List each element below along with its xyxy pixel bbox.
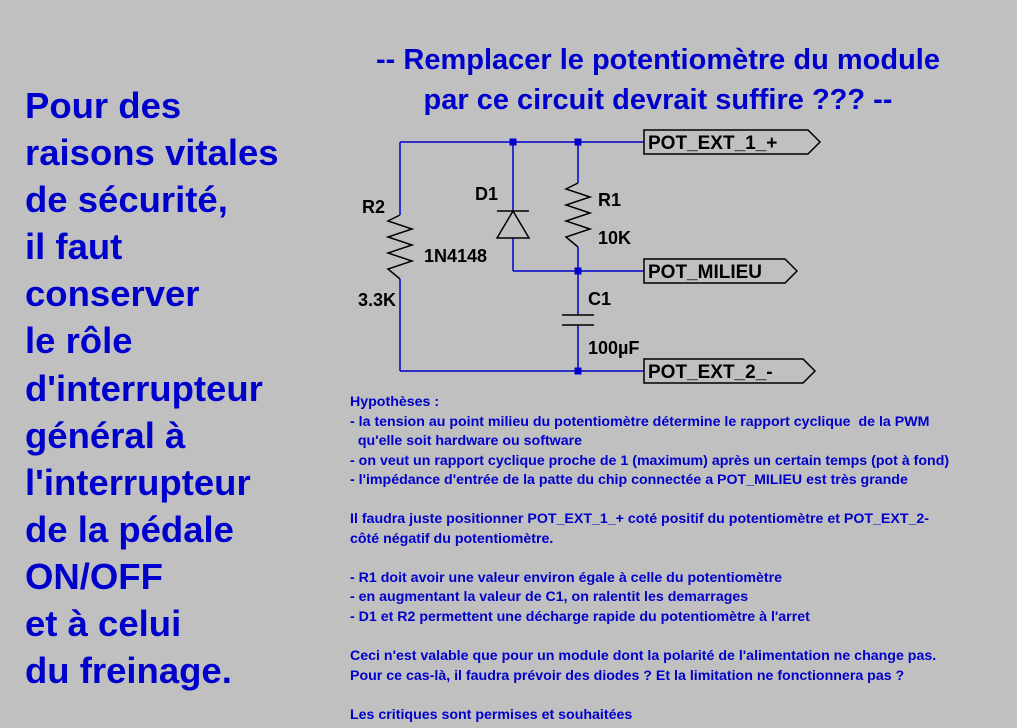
junctions	[510, 139, 582, 375]
notes-line: Pour ce cas-là, il faudra prévoir des diodes ? Et la limitation ne fonctionnera pas ?	[350, 667, 905, 684]
schematic-title-line-2: par ce circuit devrait suffire ??? --	[423, 84, 893, 116]
left-note-line: du freinage.	[25, 650, 232, 692]
r1-value-label: 10K	[598, 228, 632, 248]
left-note-line: de sécurité,	[25, 179, 228, 221]
c1-ref-label: C1	[588, 289, 612, 309]
d1-value-label: 1N4148	[424, 246, 488, 266]
junction-dot	[575, 139, 582, 146]
notes-line	[350, 628, 1015, 648]
notes-line: - l'impédance d'entrée de la patte du chip connectée a POT_MILIEU est très grande	[350, 472, 908, 489]
notes-line: - on veut un rapport cyclique proche de 1 (maximum) après un certain temps (pot à fond)	[350, 452, 950, 469]
notes-line: Hypothèses :	[350, 394, 440, 410]
c1-value-label: 100µF	[588, 338, 640, 358]
notes-line: - en augmentant la valeur de C1, on ralentit les demarrages	[350, 589, 749, 606]
notes-line: côté négatif du potentiomètre.	[350, 530, 554, 547]
r2-value-label: 3.3K	[358, 290, 397, 310]
resistor-r2-symbol	[388, 215, 412, 279]
left-note-line: l'interrupteur	[25, 461, 251, 503]
left-note-line: le rôle	[25, 320, 133, 362]
left-note-line: d'interrupteur	[25, 367, 263, 409]
r1-ref-label: R1	[598, 190, 622, 210]
resistor-r1-symbol	[566, 183, 590, 247]
left-note-line: général à	[25, 414, 186, 456]
d1-ref-label: D1	[475, 184, 499, 204]
junction-dot	[510, 139, 517, 146]
capacitor-c1-symbol	[562, 315, 594, 325]
left-note-line: et à celui	[25, 603, 182, 645]
left-note-line: raisons vitales	[25, 132, 279, 174]
port-ext2-label: POT_EXT_2_-	[648, 362, 773, 383]
notes-line: Ceci n'est valable que pour un module dont la polarité de l'alimentation ne change pas.	[350, 648, 937, 665]
port-ext1-label: POT_EXT_1_+	[648, 133, 778, 154]
schematic-title-line-1: -- Remplacer le potentiomètre du module	[376, 44, 940, 76]
notes-line	[350, 491, 1015, 511]
junction-dot	[575, 268, 582, 275]
notes-line: qu'elle soit hardware ou software	[350, 433, 583, 450]
junction-dot	[575, 368, 582, 375]
notes-line	[350, 549, 1015, 569]
left-note-line: ON/OFF	[25, 555, 163, 597]
left-note-line: de la pédale	[25, 508, 234, 550]
notes-block	[350, 393, 1015, 725]
notes-line: Les critiques sont permises et souhaitées	[350, 706, 633, 723]
left-note-line: conserver	[25, 273, 200, 315]
notes-line: - D1 et R2 permettent une décharge rapide du potentiomètre à l'arret	[350, 609, 810, 626]
left-note-line: il faut	[25, 226, 123, 268]
notes-line: - R1 doit avoir une valeur environ égale à celle du potentiomètre	[350, 569, 783, 586]
notes-line: Il faudra juste positionner POT_EXT_1_+ coté positif du potentiomètre et POT_EXT_2-	[350, 511, 930, 528]
r2-ref-label: R2	[362, 197, 386, 217]
notes-line: - la tension au point milieu du potentiomètre détermine le rapport cyclique de la PWM	[350, 413, 930, 430]
port-milieu-label: POT_MILIEU	[648, 262, 763, 283]
notes-line	[350, 686, 1015, 706]
left-note-line: Pour des	[25, 85, 182, 126]
diode-d1-symbol	[497, 211, 529, 238]
port-shapes	[644, 130, 820, 383]
